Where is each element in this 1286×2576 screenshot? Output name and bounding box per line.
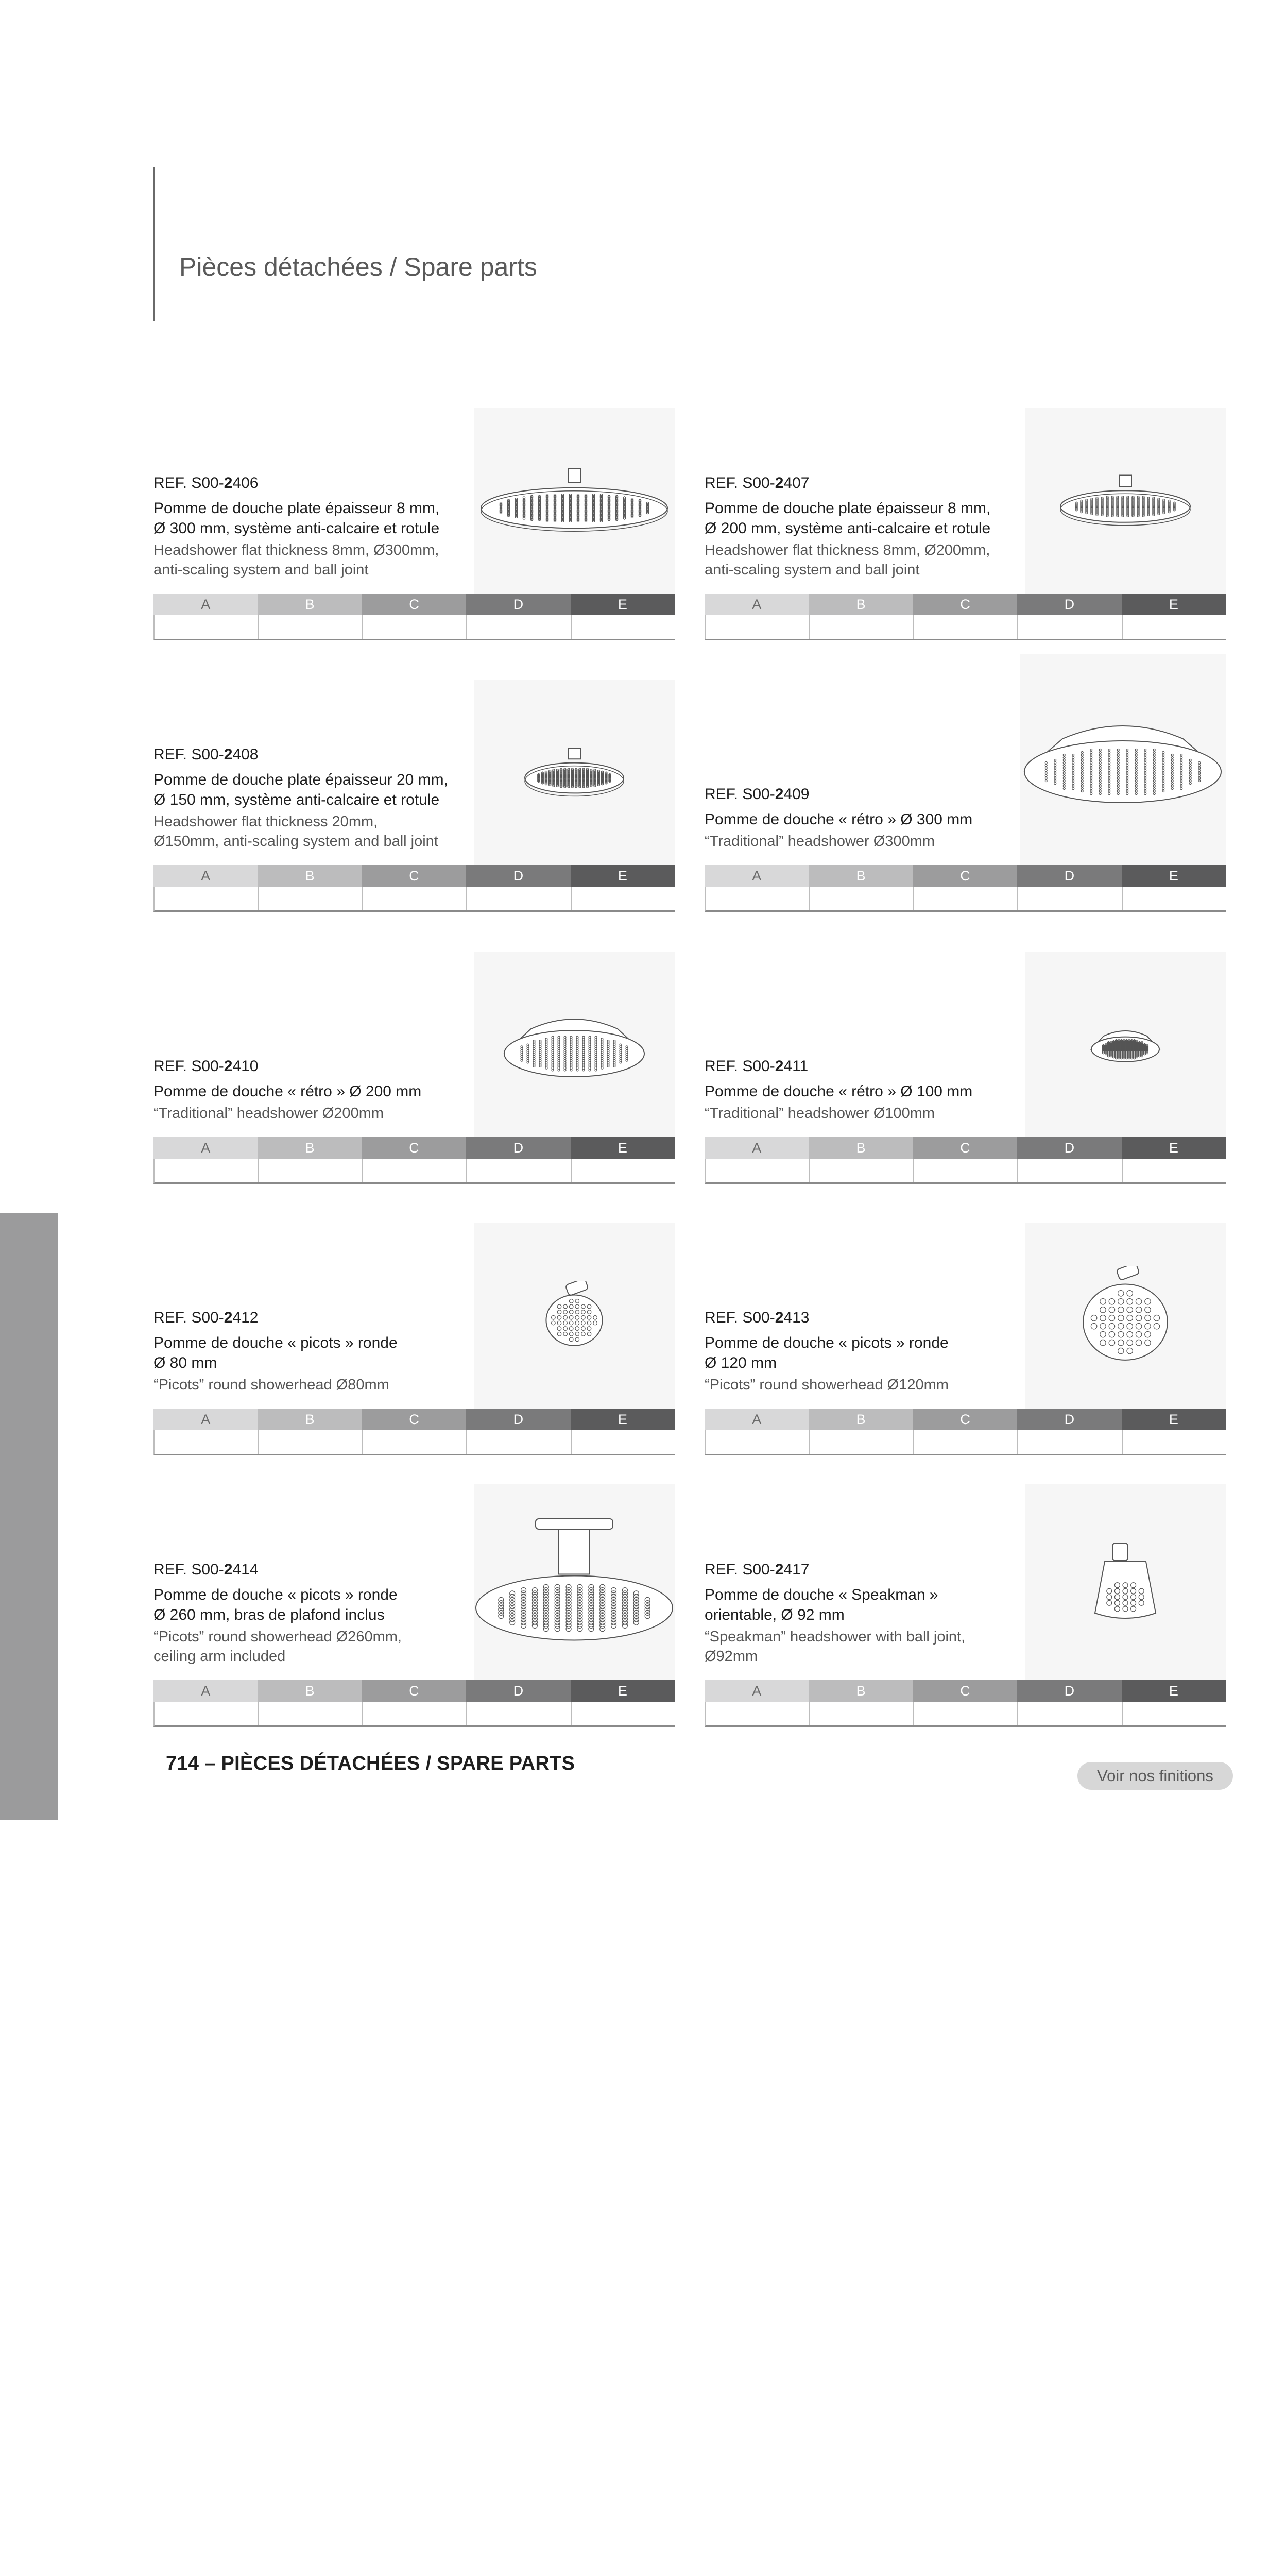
finish-grid-header [705, 1680, 1226, 1702]
retro-headshower-icon [1020, 654, 1226, 865]
ref-prefix: REF. S00- [705, 1058, 775, 1075]
finish-column-header: E [1122, 1137, 1226, 1159]
product-description [153, 1561, 483, 1666]
description-fr: Ø 150 mm, système anti-calcaire et rotule [153, 791, 440, 808]
finish-column-header: D [1017, 1680, 1121, 1702]
product-ref [705, 474, 1034, 492]
ref-prefix: REF. S00- [705, 474, 775, 492]
finish-grid-header [705, 594, 1226, 615]
ref-suffix: 412 [232, 1309, 259, 1326]
description-en: Headshower flat thickness 8mm, Ø200mm, [705, 542, 990, 558]
product-card [153, 362, 675, 640]
finish-column-header: E [1122, 865, 1226, 887]
finish-cell [572, 1702, 675, 1725]
ref-suffix: 408 [232, 746, 259, 763]
finish-cell [1123, 1702, 1226, 1725]
finish-column-header: E [571, 1680, 675, 1702]
finish-column-header: B [809, 1680, 913, 1702]
finish-column-header: A [705, 1680, 809, 1702]
description-fr: Pomme de douche plate épaisseur 20 mm, [153, 771, 448, 788]
description-en: “Speakman” headshower with ball joint, [705, 1629, 966, 1645]
finish-grid-row [705, 1702, 1226, 1727]
description-fr: Pomme de douche plate épaisseur 8 mm, [705, 500, 991, 517]
finish-cell [914, 1702, 1018, 1725]
retro-headshower-icon [1025, 952, 1226, 1137]
product-ref [705, 1058, 1034, 1075]
product-card [705, 634, 1226, 912]
description-fr: Pomme de douche « rétro » Ø 100 mm [705, 1083, 973, 1100]
finish-column-header: D [1017, 865, 1121, 887]
retro-headshower-icon [474, 952, 675, 1137]
description-en: anti-scaling system and ball joint [153, 562, 369, 578]
finish-column-header: E [1122, 594, 1226, 615]
ref-prefix: REF. S00- [705, 1561, 775, 1578]
finish-grid-header [153, 594, 675, 615]
product-ref [153, 1058, 483, 1075]
finish-column-header: B [258, 1409, 362, 1430]
ref-bold: 2 [775, 474, 784, 492]
product-description [705, 1058, 1034, 1123]
title-divider [153, 167, 155, 321]
finish-column-header: C [913, 1409, 1017, 1430]
finish-column-header: A [153, 1137, 258, 1159]
finish-cell [810, 1702, 914, 1725]
description-fr: Pomme de douche « picots » ronde [705, 1334, 949, 1351]
ref-bold: 2 [775, 1561, 784, 1578]
description-fr: Ø 120 mm [705, 1354, 777, 1371]
finish-column-header: C [362, 1409, 466, 1430]
product-card [153, 906, 675, 1184]
product-card [705, 1177, 1226, 1455]
product-description [705, 1561, 1034, 1666]
finish-column-header: A [153, 865, 258, 887]
finish-column-header: C [913, 865, 1017, 887]
finish-grid [705, 865, 1226, 912]
finish-grid-header [705, 865, 1226, 887]
finish-column-header: D [466, 594, 570, 615]
ref-suffix: 409 [783, 786, 810, 803]
finish-column-header: E [1122, 1409, 1226, 1430]
finish-grid [705, 1680, 1226, 1727]
finish-column-header: C [362, 1137, 466, 1159]
finish-column-header: B [809, 594, 913, 615]
finish-cell [1018, 1702, 1122, 1725]
product-ref [153, 1309, 483, 1327]
page-title: Pièces détachées / Spare parts [179, 252, 537, 281]
finish-grid-header [153, 865, 675, 887]
finish-column-header: B [258, 1137, 362, 1159]
finish-cell [706, 1702, 810, 1725]
description-en: ceiling arm included [153, 1648, 286, 1665]
ref-suffix: 411 [783, 1058, 809, 1075]
finish-column-header: D [466, 1409, 570, 1430]
ref-prefix: REF. S00- [153, 1309, 224, 1326]
ref-suffix: 417 [783, 1561, 810, 1578]
finish-column-header: B [258, 594, 362, 615]
finish-column-header: D [1017, 1409, 1121, 1430]
description-fr: Pomme de douche « picots » ronde [153, 1586, 398, 1603]
finish-grid [153, 865, 675, 912]
finish-column-header: D [1017, 594, 1121, 615]
ref-prefix: REF. S00- [705, 786, 775, 803]
ref-suffix: 414 [232, 1561, 259, 1578]
finish-column-header: A [705, 1137, 809, 1159]
ref-bold: 2 [775, 1309, 784, 1326]
finish-grid-header [705, 1137, 1226, 1159]
description-en: “Traditional” headshower Ø100mm [705, 1105, 935, 1122]
description-en: Ø150mm, anti-scaling system and ball joint [153, 833, 438, 850]
ref-bold: 2 [775, 1058, 784, 1075]
product-description [705, 786, 1034, 851]
finish-column-header: E [1122, 1680, 1226, 1702]
ref-bold: 2 [224, 474, 233, 492]
description-en: “Traditional” headshower Ø300mm [705, 833, 935, 850]
description-en: Headshower flat thickness 20mm, [153, 814, 378, 830]
description-en: “Picots” round showerhead Ø80mm [153, 1377, 389, 1393]
finish-cell [363, 1702, 467, 1725]
product-ref [705, 786, 1034, 803]
finish-column-header: A [153, 1409, 258, 1430]
finish-column-header: B [809, 1137, 913, 1159]
finish-column-header: C [362, 865, 466, 887]
description-fr: Pomme de douche « rétro » Ø 200 mm [153, 1083, 422, 1100]
description-en: Headshower flat thickness 8mm, Ø300mm, [153, 542, 439, 558]
finish-column-header: A [705, 865, 809, 887]
finish-column-header: E [571, 1409, 675, 1430]
product-description [153, 1309, 483, 1395]
ref-prefix: REF. S00- [153, 1561, 224, 1578]
finish-column-header: A [705, 594, 809, 615]
ref-prefix: REF. S00- [705, 1309, 775, 1326]
ref-bold: 2 [224, 1561, 233, 1578]
description-en: “Picots” round showerhead Ø260mm, [153, 1629, 402, 1645]
finish-column-header: A [153, 1680, 258, 1702]
product-card [153, 1449, 675, 1727]
finish-column-header: C [913, 594, 1017, 615]
description-fr: Pomme de douche « picots » ronde [153, 1334, 398, 1351]
description-en: “Traditional” headshower Ø200mm [153, 1105, 384, 1122]
product-description [705, 1309, 1034, 1395]
ref-suffix: 406 [232, 474, 259, 492]
finish-grid [153, 1680, 675, 1727]
description-fr: Ø 80 mm [153, 1354, 217, 1371]
ref-prefix: REF. S00- [153, 1058, 224, 1075]
finish-column-header: C [913, 1137, 1017, 1159]
description-fr: orientable, Ø 92 mm [705, 1606, 845, 1623]
product-card [705, 362, 1226, 640]
finish-column-header: D [466, 1137, 570, 1159]
description-en: anti-scaling system and ball joint [705, 562, 920, 578]
flat-headshower-icon [474, 680, 675, 865]
description-en: Ø92mm [705, 1648, 758, 1665]
product-card [153, 634, 675, 912]
ref-suffix: 410 [232, 1058, 259, 1075]
side-tab [0, 1213, 58, 1820]
finish-grid-header [705, 1409, 1226, 1430]
product-card [705, 906, 1226, 1184]
finish-column-header: B [258, 865, 362, 887]
finish-cell [467, 1702, 571, 1725]
finish-grid-row [153, 1702, 675, 1727]
product-description [153, 1058, 483, 1123]
finish-column-header: B [258, 1680, 362, 1702]
description-en: “Picots” round showerhead Ø120mm [705, 1377, 949, 1393]
finish-column-header: A [153, 594, 258, 615]
finish-column-header: E [571, 594, 675, 615]
product-card [153, 1177, 675, 1455]
ref-bold: 2 [775, 786, 784, 803]
product-ref [153, 1561, 483, 1579]
flat-headshower-icon [1025, 408, 1226, 594]
finish-grid-header [153, 1137, 675, 1159]
product-ref [705, 1561, 1034, 1579]
finish-grid-header [153, 1409, 675, 1430]
finish-cell [155, 1702, 259, 1725]
description-fr: Ø 200 mm, système anti-calcaire et rotule [705, 520, 991, 537]
product-description [153, 474, 483, 580]
finish-column-header: D [466, 865, 570, 887]
picots-showerhead-icon [474, 1223, 675, 1409]
finish-column-header: B [809, 1409, 913, 1430]
ceiling-showerhead-icon [474, 1484, 675, 1680]
product-ref [153, 474, 483, 492]
finish-column-header: C [362, 594, 466, 615]
finish-column-header: A [705, 1409, 809, 1430]
finish-column-header: C [362, 1680, 466, 1702]
description-fr: Pomme de douche plate épaisseur 8 mm, [153, 500, 440, 517]
product-description [705, 474, 1034, 580]
finish-column-header: E [571, 865, 675, 887]
speakman-headshower-icon [1025, 1484, 1226, 1680]
flat-headshower-icon [474, 408, 675, 594]
description-fr: Ø 300 mm, système anti-calcaire et rotule [153, 520, 440, 537]
ref-bold: 2 [224, 746, 233, 763]
page-footer: 714 – PIÈCES DÉTACHÉES / SPARE PARTS [166, 1753, 575, 1774]
finishes-button[interactable]: Voir nos finitions [1077, 1762, 1233, 1790]
ref-bold: 2 [224, 1058, 233, 1075]
finish-column-header: D [466, 1680, 570, 1702]
product-ref [705, 1309, 1034, 1327]
finish-grid-header [153, 1680, 675, 1702]
description-fr: Pomme de douche « rétro » Ø 300 mm [705, 811, 973, 828]
ref-suffix: 407 [783, 474, 810, 492]
finish-column-header: B [809, 865, 913, 887]
product-ref [153, 746, 483, 764]
description-fr: Pomme de douche « Speakman » [705, 1586, 938, 1603]
picots-showerhead-icon [1025, 1223, 1226, 1409]
ref-bold: 2 [224, 1309, 233, 1326]
finish-column-header: E [571, 1137, 675, 1159]
ref-suffix: 413 [783, 1309, 810, 1326]
product-card [705, 1449, 1226, 1727]
product-description [153, 746, 483, 851]
finish-cell [259, 1702, 363, 1725]
finish-column-header: D [1017, 1137, 1121, 1159]
description-fr: Ø 260 mm, bras de plafond inclus [153, 1606, 385, 1623]
ref-prefix: REF. S00- [153, 474, 224, 492]
ref-prefix: REF. S00- [153, 746, 224, 763]
finish-column-header: C [913, 1680, 1017, 1702]
